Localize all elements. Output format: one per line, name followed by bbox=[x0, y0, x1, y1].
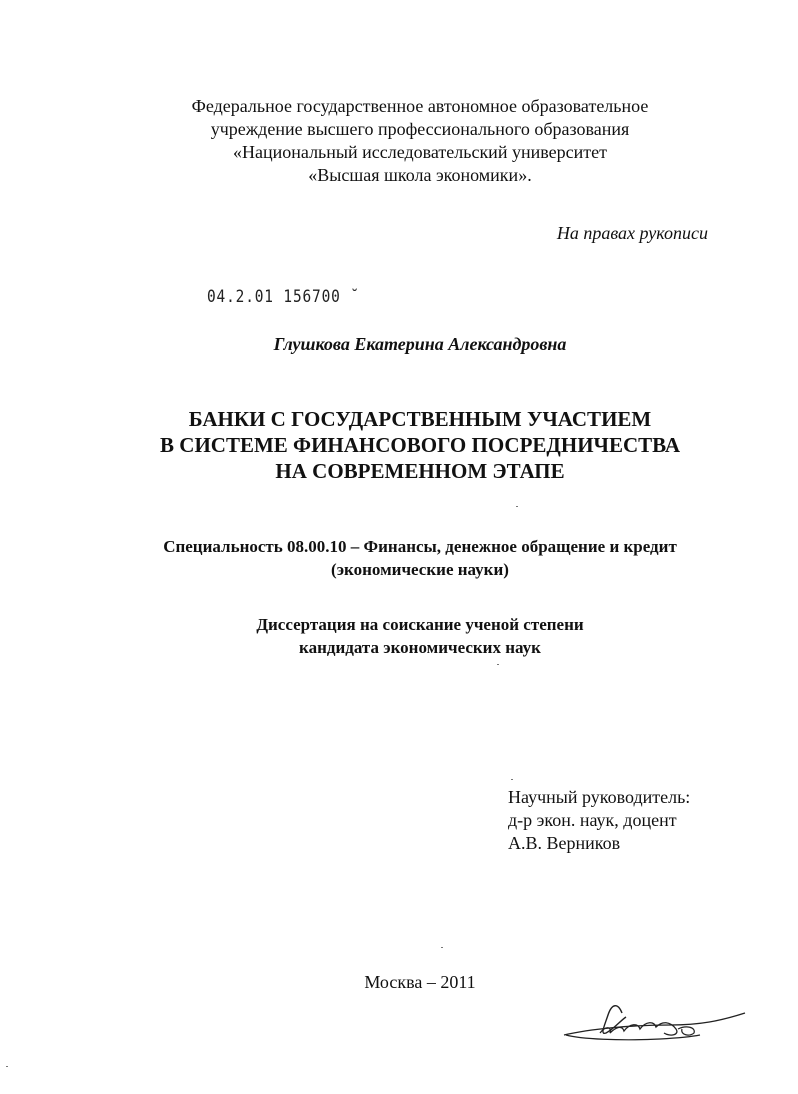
degree-line-2: кандидата экономических наук bbox=[299, 638, 541, 657]
scan-speck bbox=[497, 664, 499, 665]
institution-line-4: «Высшая школа экономики». bbox=[308, 165, 532, 185]
author-name: Глушкова Екатерина Александровна bbox=[273, 334, 567, 354]
supervisor-line-3: А.В. Верников bbox=[508, 833, 621, 853]
city-year: Москва – 2011 bbox=[364, 972, 476, 992]
dissertation-title bbox=[100, 406, 740, 484]
degree-block bbox=[100, 613, 740, 659]
scan-speck bbox=[6, 1066, 8, 1067]
title-line-1: БАНКИ С ГОСУДАРСТВЕННЫМ УЧАСТИЕМ bbox=[188, 407, 652, 431]
manuscript-note: На правах рукописи bbox=[556, 223, 708, 243]
title-line-3: НА СОВРЕМЕННОМ ЭТАПЕ bbox=[275, 459, 565, 483]
registration-stamp-number: 04.2.01 156700 ˘ bbox=[207, 287, 360, 307]
institution-line-3: «Национальный исследовательский университет bbox=[233, 142, 607, 162]
scan-speck bbox=[441, 947, 443, 948]
institution-block bbox=[120, 95, 720, 187]
supervisor-line-2: д-р экон. наук, доцент bbox=[508, 810, 677, 830]
scan-speck bbox=[511, 779, 513, 780]
supervisor-line-1: Научный руководитель: bbox=[508, 787, 691, 807]
degree-line-1: Диссертация на соискание ученой степени bbox=[256, 615, 584, 634]
institution-line-2: учреждение высшего профессионального образования bbox=[210, 119, 630, 139]
specialty-line-1: Специальность 08.00.10 – Финансы, денежное обращение и кредит bbox=[163, 537, 677, 556]
handwritten-signature-icon bbox=[560, 995, 760, 1055]
institution-line-1: Федеральное государственное автономное образовательное bbox=[191, 96, 649, 116]
title-line-2: В СИСТЕМЕ ФИНАНСОВОГО ПОСРЕДНИЧЕСТВА bbox=[160, 433, 680, 457]
specialty-line-2: (экономические науки) bbox=[331, 560, 509, 579]
scan-speck bbox=[516, 506, 518, 507]
specialty-block bbox=[100, 535, 740, 581]
supervisor-block bbox=[508, 786, 690, 855]
